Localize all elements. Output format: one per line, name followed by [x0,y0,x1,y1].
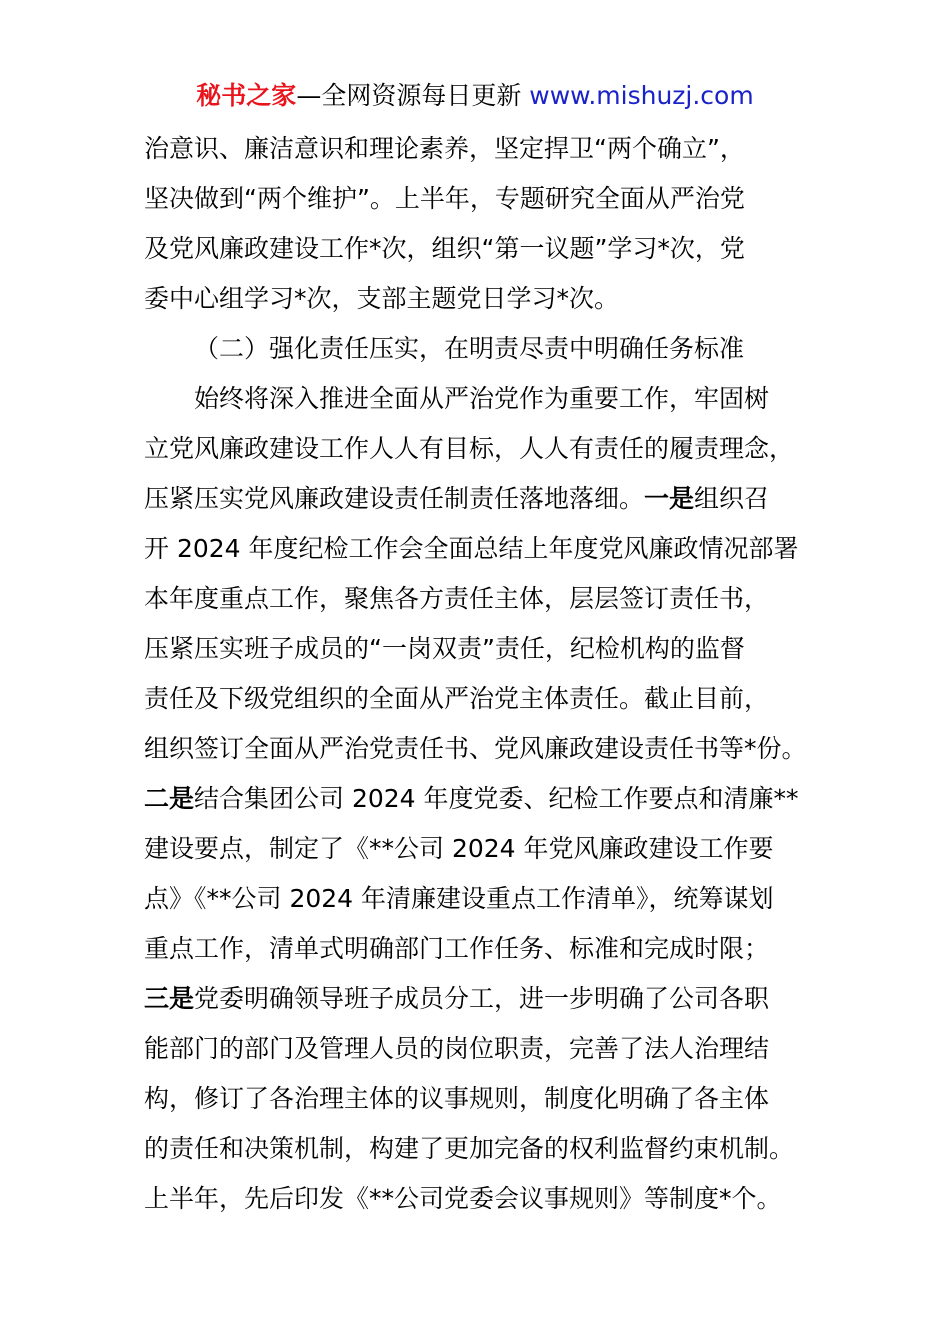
document-body [144,124,814,1224]
text-line: 的责任和决策机制，构建了更加完备的权利监督约束机制。 [144,1134,795,1163]
text-line: 责任及下级党组织的全面从严治党主体责任。截止目前， [144,684,770,713]
text-line [144,974,814,1024]
text-line: 立党风廉政建设工作人人有目标，人人有责任的履责理念， [144,434,795,463]
text-line: 构，修订了各治理主体的议事规则，制度化明确了各主体 [144,1084,770,1113]
text-line: 点》《**公司 2024 年清廉建设重点工作清单》，统筹谋划 [144,884,774,913]
header-tagline: —全网资源每日更新 [296,81,522,110]
text-line: 上半年，先后印发《**公司党委会议事规则》等制度*个。 [144,1184,782,1213]
text-line: 及党风廉政建设工作*次，组织“第一议题”学习*次，党 [144,234,745,263]
text-line: 本年度重点工作，聚焦各方责任主体，层层签订责任书， [144,584,770,613]
brand-name: 秘书之家 [196,81,297,110]
text-line: 建设要点，制定了《**公司 2024 年党风廉政建设工作要 [144,834,774,863]
text-line: 重点工作，清单式明确部门工作任务、标准和完成时限； [144,934,770,963]
text-line: 开 2024 年度纪检工作会全面总结上年度党风廉政情况部署 [144,534,799,563]
text-segment: 党委明确领导班子成员分工，进一步明确了公司各职 [194,984,770,1013]
text-line: 组织签订全面从严治党责任书、党风廉政建设责任书等*份。 [144,734,807,763]
text-line: 能部门的部门及管理人员的岗位职责，完善了法人治理结 [144,1034,770,1063]
text-line: 始终将深入推进全面从严治党作为重要工作，牢固树 [194,384,770,413]
section-heading: （二）强化责任压实，在明责尽责中明确任务标准 [194,334,745,363]
text-segment: 压紧压实党风廉政建设责任制责任落地落细。 [144,484,645,513]
point-marker-three: 三是 [144,984,195,1013]
text-line: 压紧压实班子成员的“一岗双责”责任，纪检机构的监督 [144,634,745,663]
text-line: 委中心组学习*次，支部主题党日学习*次。 [144,284,620,313]
point-marker-two: 二是 [144,784,195,813]
site-url-link[interactable]: www.mishuzj.com [529,81,754,110]
text-segment: 结合集团公司 2024 年度党委、纪检工作要点和清廉** [194,784,799,813]
text-line: 治意识、廉洁意识和理论素养，坚定捍卫“两个确立”， [144,134,745,163]
point-marker-one: 一是 [644,484,695,513]
text-line [144,474,814,524]
site-header [0,78,950,114]
text-segment: 组织召 [694,484,770,513]
text-line [144,774,814,824]
text-line: 坚决做到“两个维护”。上半年，专题研究全面从严治党 [144,184,745,213]
